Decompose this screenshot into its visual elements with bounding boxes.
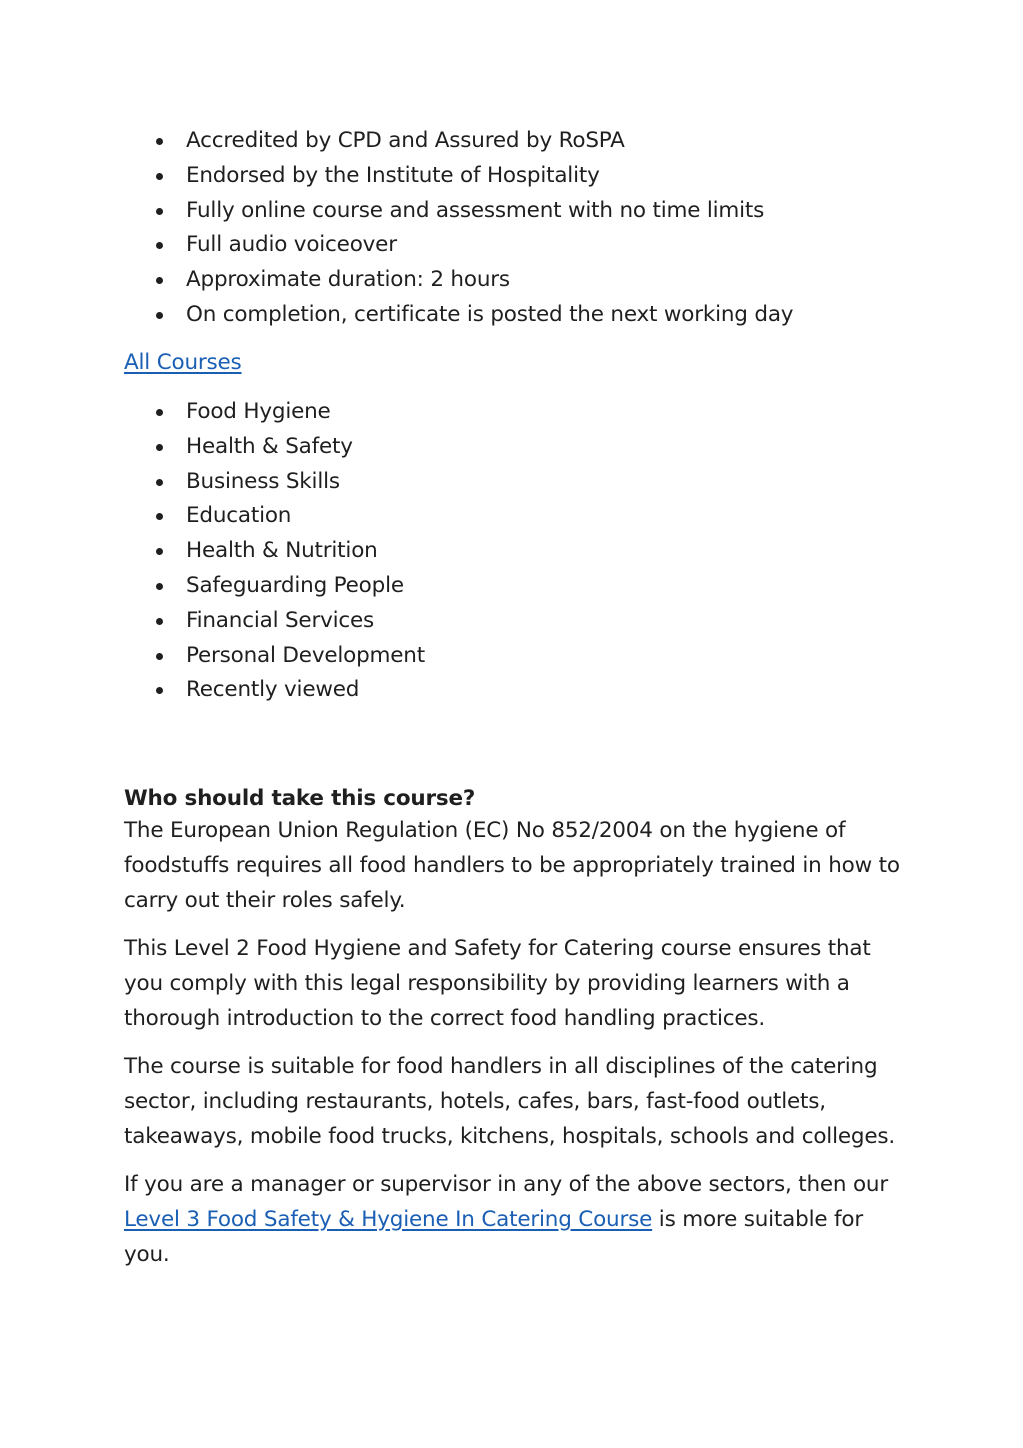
list-item xyxy=(124,194,793,229)
bullet-icon xyxy=(156,548,163,555)
category-text: Business Skills xyxy=(186,468,340,494)
list-item xyxy=(124,673,425,708)
list-item xyxy=(124,430,425,465)
feature-text: Fully online course and assessment with no time limits xyxy=(186,197,765,223)
all-courses-link[interactable]: All Courses xyxy=(124,350,242,375)
list-item xyxy=(124,395,425,430)
paragraph: The course is suitable for food handlers in all disciplines of the catering sector, including restaurants, hotels, cafes, bars, fast-food outlets, takeaways, mobile food trucks, kitchens, hospitals, schools and colleges. xyxy=(124,1053,895,1149)
who-should-take-section xyxy=(124,784,914,1286)
category-text: Education xyxy=(186,503,292,529)
category-text: Personal Development xyxy=(186,642,425,668)
paragraph: The European Union Regulation (EC) No 852/2004 on the hygiene of foodstuffs requires all food handlers to be appropriately trained in how to carry out their roles safely. xyxy=(124,818,900,913)
paragraph xyxy=(124,1168,914,1272)
bullet-icon xyxy=(156,653,163,660)
bullet-icon xyxy=(156,444,163,451)
category-text: Safeguarding People xyxy=(186,572,404,598)
category-text: Health & Nutrition xyxy=(186,538,378,564)
bullet-icon xyxy=(156,208,163,215)
list-item xyxy=(124,298,793,333)
list-item xyxy=(124,534,425,569)
paragraph-text: If you are a manager or supervisor in any of the above sectors, then our xyxy=(124,1171,888,1197)
bullet-icon xyxy=(156,618,163,625)
paragraph: This Level 2 Food Hygiene and Safety for Catering course ensures that you comply with this legal responsibility by providing learners with a thorough introduction to the correct food handling practices. xyxy=(124,935,871,1031)
bullet-icon xyxy=(156,242,163,249)
bullet-icon xyxy=(156,173,163,180)
list-item xyxy=(124,499,425,534)
course-features-list xyxy=(124,124,793,333)
bullet-icon xyxy=(156,479,163,486)
feature-text: Approximate duration: 2 hours xyxy=(186,267,510,293)
list-item xyxy=(124,159,793,194)
feature-text: Full audio voiceover xyxy=(186,232,397,258)
bullet-icon xyxy=(156,513,163,520)
bullet-icon xyxy=(156,687,163,694)
bullet-icon xyxy=(156,409,163,416)
category-text: Health & Safety xyxy=(186,433,353,459)
list-item xyxy=(124,639,425,674)
list-item xyxy=(124,263,793,298)
category-text: Financial Services xyxy=(186,607,375,633)
bullet-icon xyxy=(156,138,163,145)
list-item xyxy=(124,604,425,639)
list-item xyxy=(124,124,793,159)
feature-text: Accredited by CPD and Assured by RoSPA xyxy=(186,128,625,153)
category-text: Food Hygiene xyxy=(186,399,331,424)
feature-text: On completion, certificate is posted the next working day xyxy=(186,301,794,327)
list-item xyxy=(124,465,425,500)
bullet-icon xyxy=(156,312,163,319)
bullet-icon xyxy=(156,583,163,590)
bullet-icon xyxy=(156,277,163,284)
level-3-course-link[interactable]: Level 3 Food Safety & Hygiene In Catering Course xyxy=(124,1206,653,1232)
category-text: Recently viewed xyxy=(186,677,360,703)
feature-text: Endorsed by the Institute of Hospitality xyxy=(186,162,600,188)
section-heading: Who should take this course? xyxy=(124,786,476,811)
list-item xyxy=(124,228,793,263)
course-categories-list xyxy=(124,395,425,708)
list-item xyxy=(124,569,425,604)
paragraph-text: is more suitable for you. xyxy=(124,1206,863,1267)
